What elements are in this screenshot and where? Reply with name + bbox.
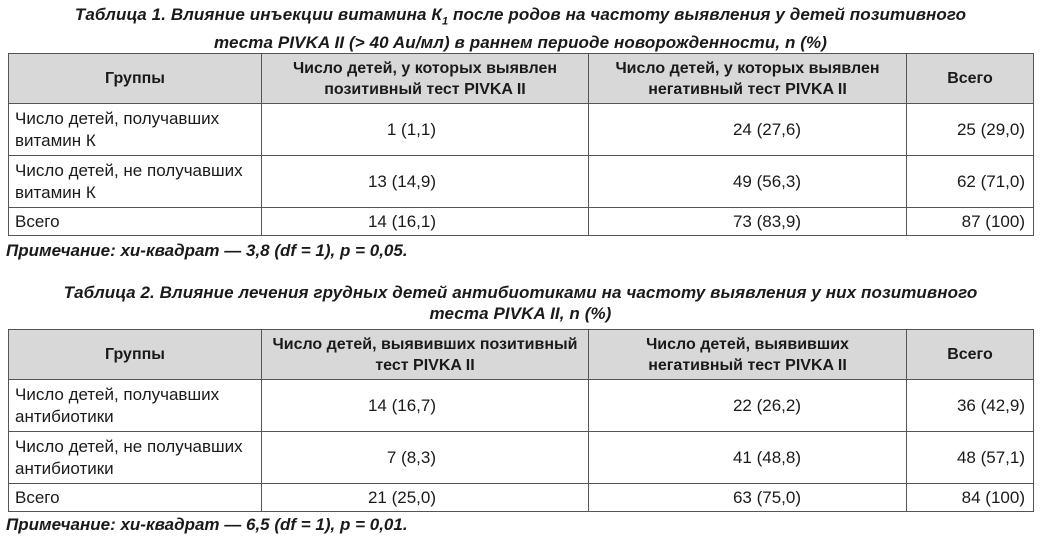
table2-row2-total: 48 (57,1)	[907, 432, 1034, 484]
table2-header-groups: Группы	[9, 330, 262, 380]
table2-header-positive: Число детей, выявивших позитивный тест PIVKA II	[262, 330, 589, 380]
table1-header-positive: Число детей, у которых выявлен позитивный тест PIVKA II	[262, 54, 589, 104]
table2	[8, 329, 1034, 512]
table-row	[9, 156, 1034, 208]
table2-caption-line2: теста PIVKA II, n (%)	[429, 304, 612, 323]
table2-header-negative: Число детей, выявивших негативный тест PIVKA II	[589, 330, 907, 380]
table-row	[9, 432, 1034, 484]
table2-caption-line1: Таблица 2. Влияние лечения грудных детей антибиотиками на частоту выявления у них позитивного	[63, 283, 978, 302]
table1-header-negative: Число детей, у которых выявлен негативный тест PIVKA II	[589, 54, 907, 104]
table2-row2-positive: 7 (8,3)	[262, 432, 589, 484]
table1-row3-total: 87 (100)	[907, 208, 1034, 236]
table1-caption-subscript: 1	[441, 15, 449, 28]
table2-row1-total: 36 (42,9)	[907, 380, 1034, 432]
table2-header-total: Всего	[907, 330, 1034, 380]
table-row	[9, 104, 1034, 156]
table2-row3-negative: 63 (75,0)	[589, 484, 907, 512]
table1-row1-negative: 24 (27,6)	[589, 104, 907, 156]
table2-caption	[0, 282, 1041, 324]
table2-row3-group: Всего	[9, 484, 262, 512]
table-row	[9, 380, 1034, 432]
table1-row2-group: Число детей, не получавших витамин К	[9, 156, 262, 208]
table1-note: Примечание: хи-квадрат — 3,8 (df = 1), p = 0,05.	[6, 241, 408, 260]
table2-row1-positive: 14 (16,7)	[262, 380, 589, 432]
table1-caption	[0, 4, 1041, 53]
table2-row3-positive: 21 (25,0)	[262, 484, 589, 512]
table1-caption-line2: теста PIVKA II (> 40 Au/мл) в раннем периоде новорожденности, n (%)	[213, 33, 828, 53]
table2-row2-negative: 41 (48,8)	[589, 432, 907, 484]
table1-row3-group: Всего	[9, 208, 262, 236]
table2-row3-total: 84 (100)	[907, 484, 1034, 512]
table1-row1-total: 25 (29,0)	[907, 104, 1034, 156]
table-row	[9, 208, 1034, 236]
table1-row3-positive: 14 (16,1)	[262, 208, 589, 236]
table2-row2-group: Число детей, не получавших антибиотики	[9, 432, 262, 484]
table1-row1-positive: 1 (1,1)	[262, 104, 589, 156]
table1-caption-line1: Таблица 1. Влияние инъекции витамина $К_1$ после родов на частоту выявления у детей позитивного	[74, 5, 967, 28]
table1-row2-total: 62 (71,0)	[907, 156, 1034, 208]
table-row	[9, 484, 1034, 512]
table2-header-row	[9, 330, 1034, 380]
table1-row1-group: Число детей, получавших витамин К	[9, 104, 262, 156]
table2-row1-negative: 22 (26,2)	[589, 380, 907, 432]
table2-row1-group: Число детей, получавших антибиотики	[9, 380, 262, 432]
table1-row2-positive: 13 (14,9)	[262, 156, 589, 208]
table1-header-total: Всего	[907, 54, 1034, 104]
table1-row3-negative: 73 (83,9)	[589, 208, 907, 236]
table1-header-groups: Группы	[9, 54, 262, 104]
table1	[8, 53, 1034, 236]
table1-row2-negative: 49 (56,3)	[589, 156, 907, 208]
table2-note: Примечание: хи-квадрат — 6,5 (df = 1), p = 0,01.	[6, 515, 408, 534]
table1-header-row	[9, 54, 1034, 104]
